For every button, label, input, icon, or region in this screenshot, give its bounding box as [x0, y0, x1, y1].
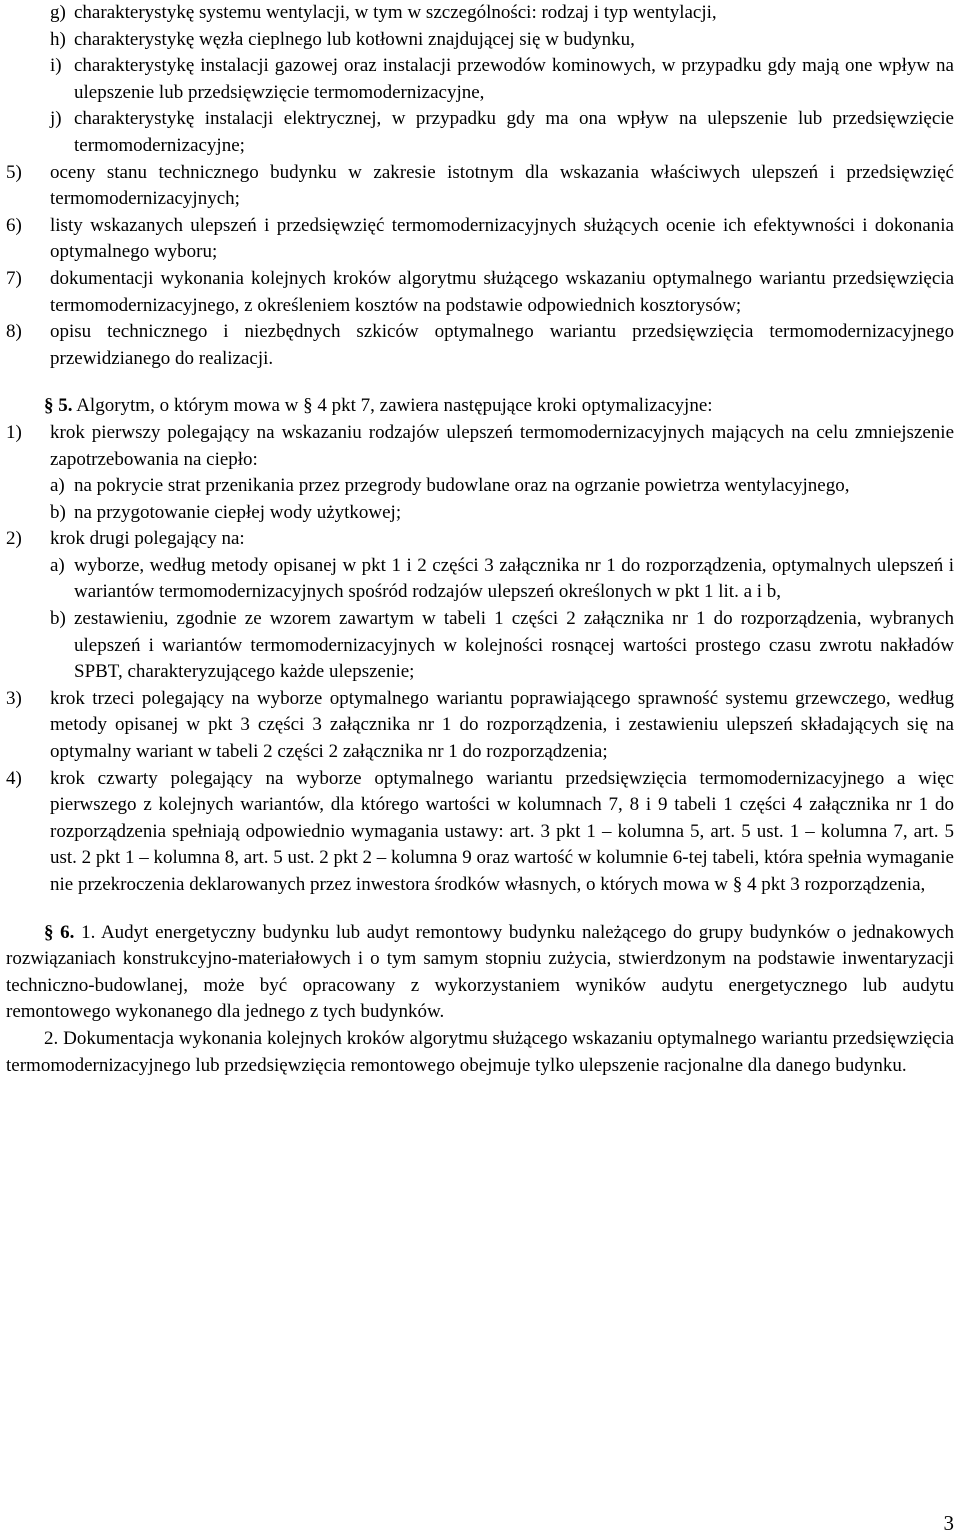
- section-mark: §: [44, 921, 54, 943]
- step-subitem: [6, 606, 954, 686]
- item-text: charakterystykę węzła cieplnego lub kotłowni znajdującej się w budynku,: [74, 28, 635, 50]
- step-subitem: [6, 473, 954, 500]
- list-item: [6, 27, 954, 54]
- item-label: 5): [6, 161, 22, 183]
- item-text: opisu technicznego i niezbędnych szkiców optymalnego wariantu przedsięwzięcia termomodernizacyjnego przewidzianego do realizacji.: [50, 321, 954, 369]
- step-label: 1): [6, 421, 22, 443]
- item-text: charakterystykę instalacji gazowej oraz instalacji przewodów kominowych, w przypadku gdy mają one wpływ na ulepszenie lub przedsięwzięcie termomodernizacyjne,: [74, 55, 954, 103]
- item-label: g): [50, 2, 66, 23]
- list-item: [6, 266, 954, 319]
- step-label: 2): [6, 528, 22, 550]
- item-label: h): [50, 28, 66, 50]
- list-item: [6, 0, 954, 27]
- subitem-label: b): [50, 608, 66, 630]
- subitem-text: na przygotowanie ciepłej wody użytkowej;: [74, 501, 402, 523]
- section-6-paragraph-2: [6, 1026, 954, 1079]
- paragraph-text: Dokumentacja wykonania kolejnych kroków algorytmu służącego wskazaniu optymalnego wariantu przedsięwzięcia termomodernizacyjnego lub przedsięwzięcia remontowego obejmuje tylko ulepszenie racjonalne dla danego budynku.: [6, 1027, 954, 1076]
- section-6-paragraph-1: [6, 920, 954, 1026]
- paragraph-text: Audyt energetyczny budynku lub audyt remontowy budynku należącego do grupy budynków o jednakowych rozwiązaniach konstrukcyjno-materiałowych i o tym samym stopniu zużycia, stwierdzonym na podstawie inwentaryzacji techniczno-budowlanej, może być opracowany z wykorzystaniem wyników audytu energetycznego lub audytu remontowego wykonanego dla jednego z tych budynków.: [6, 921, 955, 1023]
- item-text: listy wskazanych ulepszeń i przedsięwzięć termomodernizacyjnych służących ocenie ich efektywności i dokonania optymalnego wyboru;: [50, 214, 954, 263]
- section-5-intro: [6, 393, 954, 420]
- subitem-label: a): [50, 554, 65, 576]
- step-label: 4): [6, 767, 22, 789]
- section-6: [6, 920, 954, 1080]
- item-label: i): [50, 55, 62, 77]
- paragraph-number: 2.: [44, 1027, 59, 1049]
- step-item: [6, 420, 954, 473]
- item-label: 8): [6, 321, 22, 343]
- step-item: [6, 526, 954, 553]
- step-item: [6, 766, 954, 899]
- item-label: j): [50, 108, 62, 130]
- section-intro-text: Algorytm, o którym mowa w § 4 pkt 7, zawiera następujące kroki optymalizacyjne:: [76, 395, 713, 417]
- item-text: oceny stanu technicznego budynku w zakresie istotnym dla wskazania właściwych ulepszeń i przedsięwzięć termomodernizacyjnych;: [50, 161, 954, 210]
- item-label: 7): [6, 267, 22, 289]
- step-text: krok czwarty polegający na wyborze optymalnego wariantu przedsięwzięcia termomodernizacyjnego a więc pierwszego z kolejnych wariantów, dla którego wartości w kolumnach 7, 8 i 9 tabeli 1 części 4 załącznika nr 1 do rozporządzenia spełniają odpowiednio wymagania ustawy: art. 3 pkt 1 – kolumna 5, art. 5 ust. 1 – kolumna 7, art. 5 ust. 2 pkt 1 – kolumna 8, art. 5 ust. 2 pkt 2 – kolumna 9 oraz wartość w kolumnie 6-tej tabeli, która spełnia wymaganie nie przekroczenia deklarowanych przez inwestora środków własnych, o których mowa w § 4 pkt 3 rozporządzenia,: [50, 767, 954, 895]
- section-number: 6.: [60, 921, 75, 943]
- step-subitem: [6, 500, 954, 527]
- item-label: 6): [6, 214, 22, 236]
- subitem-text: zestawieniu, zgodnie ze wzorem zawartym w tabeli 1 części 2 załącznika nr 1 do rozporządzenia, wybranych ulepszeń i wariantów termomodernizacyjnych w kolejności rosnącej wartości prostego czasu zwrotu nakładów SPBT, charakteryzującego każde ulepszenie;: [74, 608, 954, 683]
- spacer: [6, 372, 954, 393]
- paragraph-number: 1.: [81, 921, 96, 943]
- step-text: krok drugi polegający na:: [50, 528, 245, 550]
- section-mark: §: [44, 395, 54, 417]
- section-5: [6, 393, 954, 898]
- step-label: 3): [6, 687, 22, 709]
- spacer: [6, 899, 954, 920]
- subitem-text: wyborze, według metody opisanej w pkt 1 i 2 części 3 załącznika nr 1 do rozporządzenia, optymalnych ulepszeń i wariantów termomodernizacyjnych spośród rodzajów ulepszeń określonych w pkt 1 lit. a i b,: [74, 554, 954, 603]
- subitem-label: b): [50, 501, 66, 523]
- item-text: charakterystykę instalacji elektrycznej, w przypadku gdy ma ona wpływ na ulepszenie lub przedsięwzięcie termomodernizacyjne;: [74, 108, 954, 156]
- sublist-g-j: [6, 0, 954, 160]
- step-text: krok trzeci polegający na wyborze optymalnego wariantu poprawiającego sprawność systemu grzewczego, według metody opisanej w pkt 3 części 3 załącznika nr 1 do rozporządzenia, i zestawieniu ulepszeń składających się na optymalny wariant w tabeli 2 części 2 załącznika nr 1 do rozporządzenia;: [50, 687, 954, 763]
- step-item: [6, 686, 954, 766]
- step-text: krok pierwszy polegający na wskazaniu rodzajów ulepszeń termomodernizacyjnych mających na celu zmniejszenie zapotrzebowania na ciepło:: [50, 421, 954, 470]
- item-text: dokumentacji wykonania kolejnych kroków algorytmu służącego wskazaniu optymalnego wariantu przedsięwzięcia termomodernizacyjnego, z określeniem kosztów na podstawie odpowiednich kosztorysów;: [50, 267, 954, 316]
- list-item: [6, 319, 954, 372]
- subitem-text: na pokrycie strat przenikania przez przegrody budowlane oraz na ogrzanie powietrza wentylacyjnego,: [74, 475, 850, 497]
- list-item: [6, 213, 954, 266]
- step-subitem: [6, 553, 954, 606]
- subitem-label: a): [50, 475, 65, 497]
- list-item: [6, 160, 954, 213]
- list-item: [6, 53, 954, 106]
- item-text: charakterystykę systemu wentylacji, w tym w szczególności: rodzaj i typ wentylacji,: [74, 2, 717, 23]
- document-page: [6, 0, 954, 1079]
- section-number: 5.: [58, 395, 73, 417]
- list-item: [6, 106, 954, 159]
- page-number: 3: [943, 1511, 954, 1535]
- list-5-8: [6, 160, 954, 373]
